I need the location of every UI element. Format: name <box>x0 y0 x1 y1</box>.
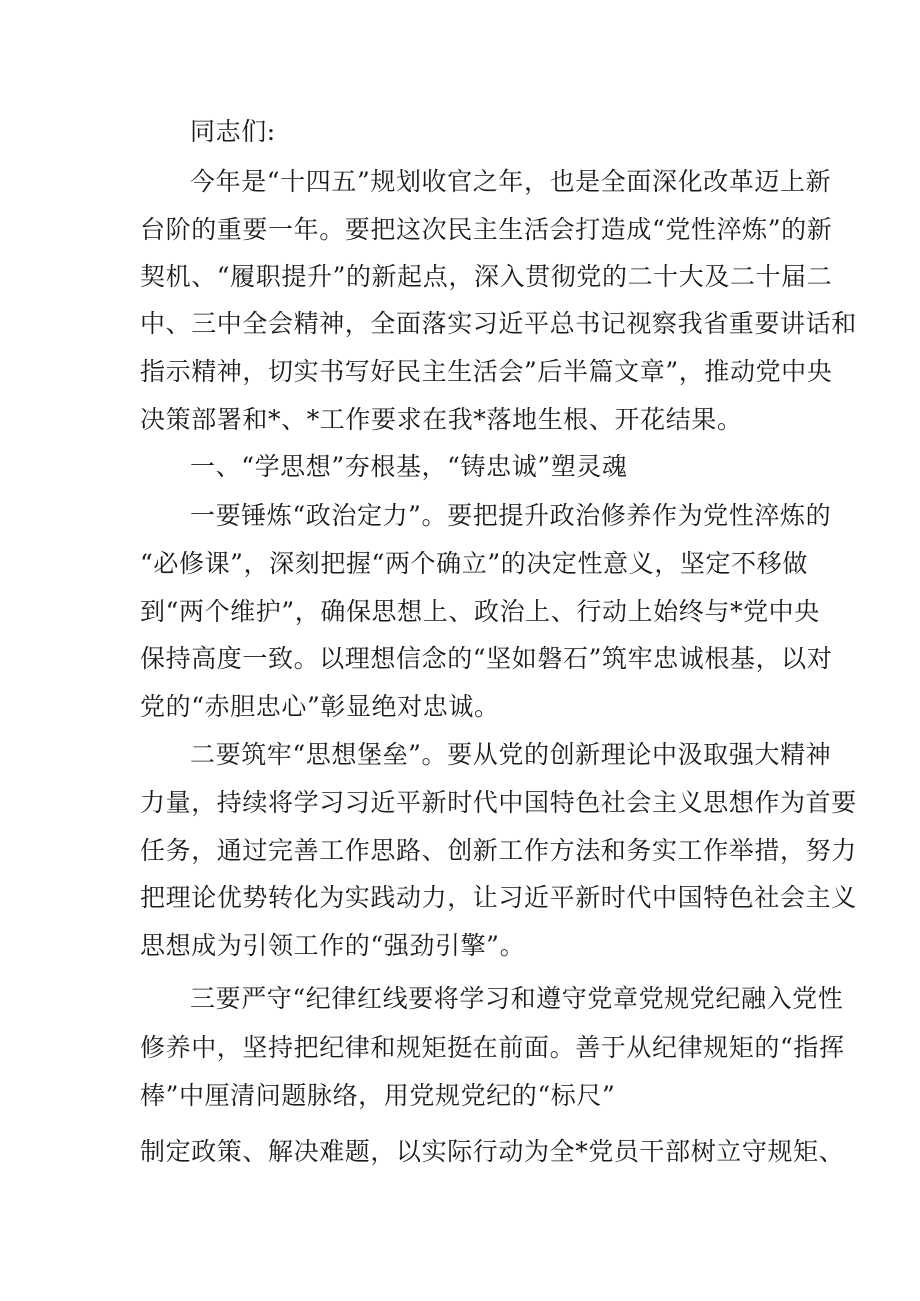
paragraph-line: 决策部署和*、*工作要求在我*落地生根、开花结果。 <box>140 405 743 434</box>
paragraph-line: 保持高度一致。以理想信念的“坚如磐石”筑牢忠诚根基，以对 <box>140 644 833 673</box>
paragraph-line: 台阶的重要一年。要把这次民主生活会打造成“党性淬炼”的新 <box>140 215 833 244</box>
paragraph-line: 思想成为引领工作的“强劲引擎”。 <box>140 931 526 960</box>
section-heading: 一、“学思想”夯根基，“铸忠诚”塑灵魂 <box>190 452 628 481</box>
paragraph-line: 二要筑牢“思想堡垒”。要从党的创新理论中汲取强大精神 <box>190 740 832 769</box>
paragraph-line: “必修课”，深刻把握“两个确立”的决定性意义，坚定不移做 <box>140 549 808 578</box>
paragraph-line: 把理论优势转化为实践动力，让习近平新时代中国特色社会主义 <box>140 883 857 912</box>
paragraph-line: 今年是“十四五”规划收官之年，也是全面深化改革迈上新 <box>190 167 832 196</box>
paragraph-line: 中、三中全会精神，全面落实习近平总书记视察我省重要讲话和 <box>140 309 857 338</box>
paragraph-line: 一要锤炼“政治定力”。要把提升政治修养作为党性淬炼的 <box>190 501 832 530</box>
salutation: 同志们: <box>190 117 276 146</box>
paragraph-line: 任务，通过完善工作思路、创新工作方法和务实工作举措，努力 <box>140 836 857 865</box>
paragraph-line: 指示精神，切实书写好民主生活会”后半篇文章”，推动党中央 <box>140 357 833 386</box>
paragraph-line: 三要严守“纪律红线要将学习和遵守党章党规党纪融入党性 <box>190 984 844 1013</box>
paragraph-line: 制定政策、解决难题，以实际行动为全*党员干部树立守规矩、 <box>140 1137 845 1166</box>
paragraph-line: 契机、“履职提升”的新起点，深入贯彻党的二十大及二十届二 <box>140 262 833 291</box>
paragraph-line: 到“两个维护”，确保思想上、政治上、行动上始终与*党中央 <box>140 597 820 626</box>
paragraph-line: 党的“赤胆忠心”彰显绝对忠诚。 <box>140 692 500 721</box>
paragraph-line: 棒”中厘清问题脉络，用党规党纪的“标尺” <box>140 1081 616 1110</box>
paragraph-line: 力量，持续将学习习近平新时代中国特色社会主义思想作为首要 <box>140 788 857 817</box>
paragraph-line: 修养中，坚持把纪律和规矩挺在前面。善于从纪律规矩的“指挥 <box>140 1033 845 1062</box>
